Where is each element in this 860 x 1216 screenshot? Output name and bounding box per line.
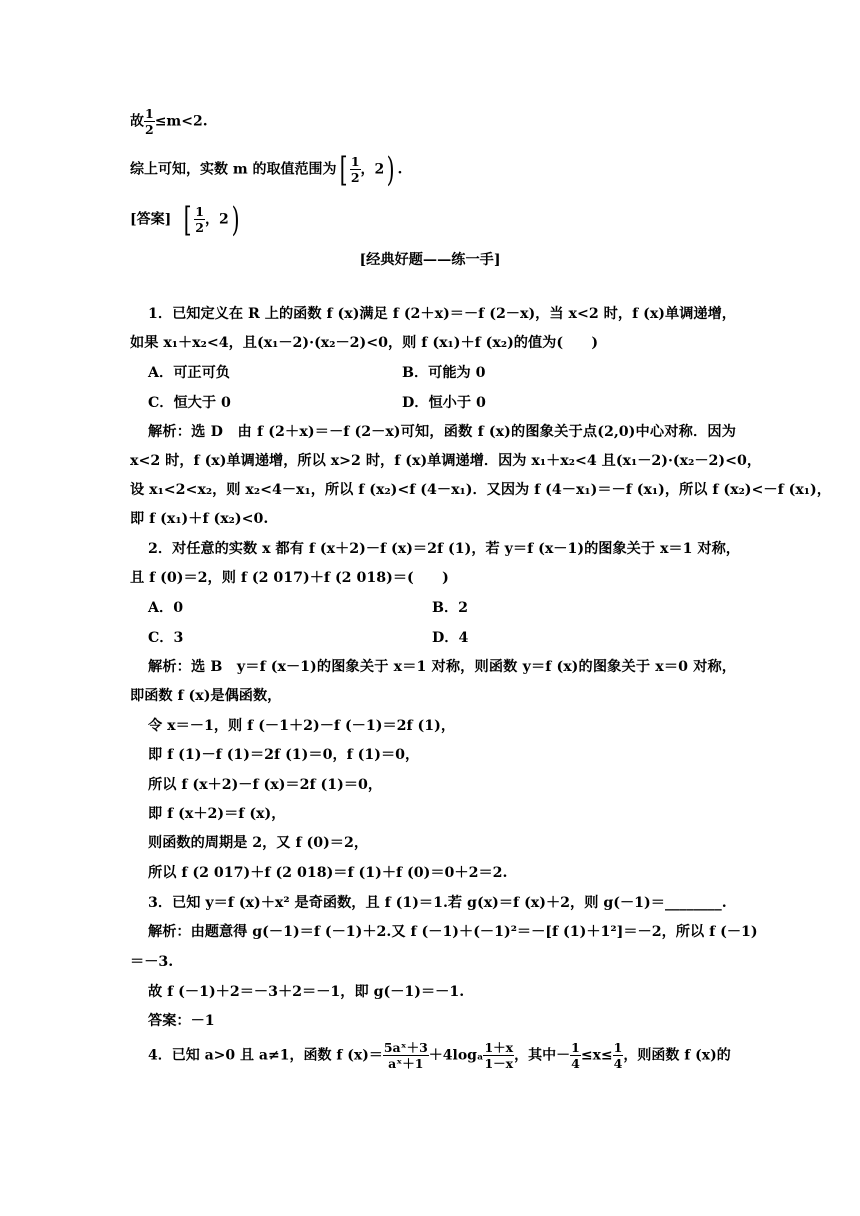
q2-option-a: A．0	[148, 600, 184, 616]
left-bracket: [	[183, 199, 192, 240]
q3-analysis-line-3: 故 f (－1)＋2＝－3＋2＝－1，即 g(－1)＝－1.	[148, 984, 465, 1000]
left-bracket: [	[339, 149, 348, 190]
q3-answer: 答案：－1	[148, 1013, 215, 1029]
q2-analysis-line: 所以 f (2 017)＋f (2 018)＝f (1)＋f (0)＝0＋2＝2.	[148, 865, 508, 881]
answer-line	[130, 199, 242, 240]
section-heading: [经典好题——练一手]	[359, 252, 501, 268]
q1-analysis-line-4: 即 f (x₁)＋f (x₂)<0.	[130, 511, 269, 527]
q1-stem-line-2: 如果 x₁＋x₂<4，且(x₁－2)·(x₂－2)<0，则 f (x₁)＋f (x₂)的值为( )	[130, 335, 599, 351]
q3-stem: 3．已知 y＝f (x)＋x² 是奇函数，且 f (1)＝1.若 g(x)＝f (x)＋2，则 g(－1)＝________.	[148, 895, 727, 911]
q2-analysis-line: 则函数的周期是 2，又 f (0)＝2，	[148, 835, 369, 851]
q1-stem-line-1: 1．已知定义在 R 上的函数 f (x)满足 f (2＋x)＝－f (2－x)，当 x<2 时，f (x)单调递增，	[148, 306, 736, 322]
q1-option-d: D．恒小于 0	[402, 395, 486, 411]
q1-analysis-line-1: 解析：选 D 由 f (2＋x)＝－f (2－x)可知，函数 f (x)的图象关于点(2,0)中心对称．因为	[148, 424, 736, 440]
q2-analysis-line: 令 x＝－1，则 f (－1＋2)－f (－1)＝2f (1)，	[148, 718, 456, 734]
q2-analysis-line: 即 f (1)－f (1)＝2f (1)＝0，f (1)＝0，	[148, 747, 420, 763]
right-paren: )	[386, 149, 395, 190]
text-segment: ，2	[360, 161, 385, 178]
q1-analysis-line-2: x<2 时，f (x)单调递增，所以 x>2 时，f (x)单调递增．因为 x₁＋x₂<4 且(x₁－2)·(x₂－2)<0，	[130, 453, 762, 469]
q1-analysis-line-3: 设 x₁<2<x₂，则 x₂<4－x₁，所以 f (x₂)<f (4－x₁)．又因为 f (4－x₁)＝－f (x₁)，所以 f (x₂)<－f (x₁)，	[130, 482, 831, 498]
q4-stem	[148, 1040, 731, 1071]
q2-analysis-line: 即 f (x＋2)＝f (x)，	[148, 806, 286, 822]
q3-analysis-line-1: 解析：由题意得 g(－1)＝f (－1)＋2.又 f (－1)＋(－1)²＝－[f (1)＋1²]＝－2，所以 f (－1)	[148, 924, 758, 940]
q1-option-b: B．可能为 0	[402, 365, 486, 381]
text-segment: ≤m<2.	[154, 113, 208, 130]
q3-analysis-line-2: ＝－3.	[130, 954, 174, 970]
q2-stem-line-1: 2．对任意的实数 x 都有 f (x＋2)－f (x)＝2f (1)，若 y＝f (x－1)的图象关于 x＝1 对称，	[148, 541, 740, 557]
right-paren: )	[231, 199, 240, 240]
q2-option-d: D．4	[432, 630, 469, 646]
text-segment: ，其中－	[514, 1047, 571, 1064]
fraction-half: $\frac{1}{2}$	[145, 106, 154, 137]
conclusion-line-2	[130, 149, 403, 190]
text-segment: 故	[130, 113, 144, 130]
text-segment: .	[397, 161, 403, 178]
q2-option-c: C．3	[148, 630, 184, 646]
q1-option-c: C．恒大于 0	[148, 395, 231, 411]
text-segment: ≤x≤	[580, 1047, 613, 1064]
q2-stem-line-2: 且 f (0)＝2，则 f (2 017)＋f (2 018)＝( )	[130, 570, 449, 586]
fraction-half: $\frac{1}{2}$	[195, 204, 204, 235]
text-segment: ＋4logₐ	[428, 1047, 484, 1064]
text-segment: 4．已知 a>0 且 a≠1，函数 f (x)＝	[148, 1047, 383, 1064]
q2-analysis-line: 所以 f (x＋2)－f (x)＝2f (1)＝0，	[148, 777, 383, 793]
answer-label: [答案]	[130, 211, 172, 228]
text-segment: ，2	[204, 211, 229, 228]
q2-analysis-line: 即函数 f (x)是偶函数，	[130, 688, 282, 704]
fraction-exp: $\frac{\text{5aˣ＋3}}{\text{aˣ＋1}}$	[383, 1040, 428, 1071]
q2-analysis-line: 解析：选 B y＝f (x－1)的图象关于 x＝1 对称，则函数 y＝f (x)的图象关于 x＝0 对称，	[148, 659, 736, 675]
text-segment: ，则函数 f (x)的	[623, 1047, 731, 1064]
fraction-quarter: $\frac{1}{4}$	[613, 1040, 623, 1071]
conclusion-line-1	[130, 106, 208, 137]
fraction-half: $\frac{1}{2}$	[350, 154, 360, 185]
text-segment: 综上可知，实数 m 的取值范围为	[130, 161, 337, 178]
fraction-quarter: $\frac{1}{4}$	[571, 1040, 580, 1071]
q2-option-b: B．2	[432, 600, 469, 616]
q1-option-a: A．可正可负	[148, 365, 230, 381]
fraction-log: $\frac{1+x}{1-x}$	[484, 1040, 514, 1071]
